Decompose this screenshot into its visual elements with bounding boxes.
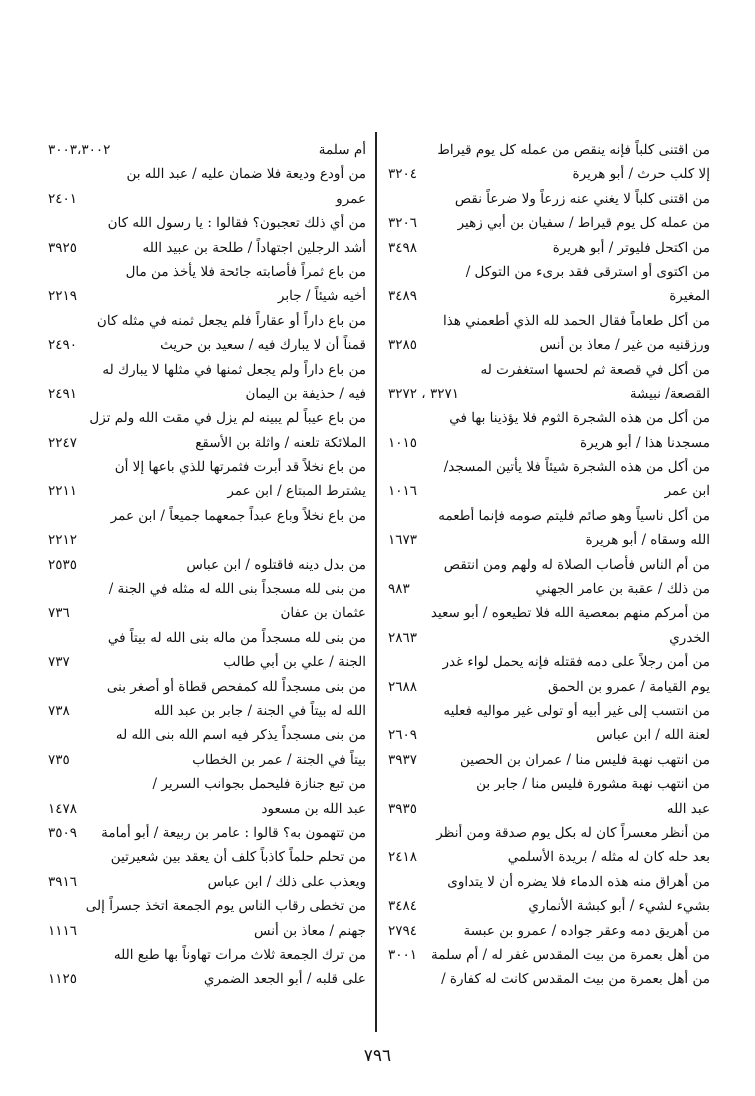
index-entry-line <box>48 772 366 796</box>
entry-text: من باع ثمراً فأصابته جائحة فلا يأخذ من مال <box>125 263 366 280</box>
entry-text: من أودع وديعة فلا ضمان عليه / عبد الله بن <box>126 166 366 183</box>
index-entry-line <box>388 406 710 430</box>
entry-text: من باع نخلاً وباع عبداً جمعهما جميعاً / ابن عمر <box>110 507 366 524</box>
entry-text: عثمان بن عفان <box>280 605 366 622</box>
entry-number: ٢٢٤٧ <box>48 434 78 451</box>
entry-text: من تتهمون به؟ قالوا : عامر بن ربيعة / أبو أمامة <box>101 824 366 841</box>
entry-text: قمناً أن لا يبارك فيه / سعيد بن حريث <box>160 337 366 354</box>
index-entry-line <box>48 358 366 382</box>
index-entry-line <box>388 138 710 162</box>
entry-text: من بنى مسجداً لله كمفحص قطاة أو أصغر بنى <box>106 678 366 695</box>
index-entry-line <box>48 431 366 455</box>
index-entry-line <box>48 943 366 967</box>
entry-number: ١٦٧٣ <box>388 532 418 549</box>
entry-number: ١٠١٥ <box>388 434 418 451</box>
index-entry-line <box>48 309 366 333</box>
index-entry-line <box>388 528 710 552</box>
entry-number: ٢٥٣٥ <box>48 556 78 573</box>
entry-text: الخدري <box>669 629 710 646</box>
index-entry-line <box>388 675 710 699</box>
left-column <box>48 138 366 992</box>
entry-text: عمرو <box>336 190 366 207</box>
index-entry-line <box>48 211 366 235</box>
index-entry-line <box>388 797 710 821</box>
entry-text: من أمن رجلاً على دمه فقتله فإنه يحمل لواء غدر <box>442 654 710 671</box>
entry-text: بيتاً في الجنة / عمر بن الخطاب <box>192 751 366 768</box>
entry-number: ٧٣٦ <box>48 605 70 622</box>
index-entry-line <box>48 577 366 601</box>
entry-text: من أنظر معسراً كان له بكل يوم صدقة ومن أنظر <box>436 824 710 841</box>
index-entry-line <box>48 748 366 772</box>
index-entry-line <box>48 919 366 943</box>
index-entry-line <box>48 162 366 186</box>
entry-text: يشترط المبتاع / ابن عمر <box>227 483 366 500</box>
index-entry-line <box>48 382 366 406</box>
index-entry-line <box>48 845 366 869</box>
entry-number: ١١١٦ <box>48 922 78 939</box>
entry-text: من ذلك / عقبة بن عامر الجهني <box>535 581 710 598</box>
entry-text: من أهريق دمه وعقر جواده / عمرو بن عبسة <box>463 922 710 939</box>
index-entry-line <box>388 455 710 479</box>
entry-text: لعنة الله / ابن عباس <box>596 727 710 744</box>
index-entry-line <box>48 138 366 162</box>
entry-text: القصعة/ نبيشة <box>629 385 710 402</box>
index-entry-line <box>48 187 366 211</box>
entry-text: من أهراق منه هذه الدماء فلا يضره أن لا يتداوى <box>447 873 710 890</box>
entry-number: ٣٤٩٨ <box>388 239 418 256</box>
entry-text: من انتهب نهبة مشورة فليس منا / جابر بن <box>476 776 710 793</box>
index-entry-line <box>388 187 710 211</box>
index-entry-line <box>48 650 366 674</box>
entry-number: ٣٢٠٦ <box>388 215 418 232</box>
entry-text: من أهل بعمرة من بيت المقدس كانت له كفارة / <box>441 971 710 988</box>
entry-text: ابن عمر <box>664 483 710 500</box>
index-entry-line <box>388 358 710 382</box>
entry-text: من أمركم منهم بمعصية الله فلا تطيعوه / أبو سعيد <box>430 605 710 622</box>
entry-number: ٣٤٨٤ <box>388 898 418 915</box>
entry-text: فيه / حذيفة بن اليمان <box>245 385 366 402</box>
entry-text: من عمله كل يوم قيراط / سفيان بن أبي زهير <box>457 215 710 232</box>
entry-text: من اكتوى أو استرقى فقد برىء من التوكل / <box>465 263 710 280</box>
index-entry-line <box>388 870 710 894</box>
entry-text: بعد حله كان له مثله / بريدة الأسلمي <box>507 849 710 866</box>
entry-number: ٢٤١٨ <box>388 849 418 866</box>
index-entry-line <box>48 699 366 723</box>
index-entry-line <box>388 894 710 918</box>
entry-text: من ترك الجمعة ثلاث مرات تهاوناً بها طبع الله <box>113 946 366 963</box>
index-entry-line <box>48 967 366 991</box>
entry-text: من باع عيباً لم يبينه لم يزل في مقت الله ولم تزل <box>89 410 366 427</box>
entry-number: ٣٢٨٥ <box>388 337 418 354</box>
entry-text: من بنى لله مسجداً من ماله بنى الله له بيتاً في <box>107 629 366 646</box>
entry-text: الله له بيتاً في الجنة / جابر بن عبد الله <box>153 702 366 719</box>
index-entry-line <box>388 162 710 186</box>
entry-text: من أكل من هذه الشجرة الثوم فلا يؤذينا بها في <box>449 410 710 427</box>
index-entry-line <box>48 260 366 284</box>
entry-number: ١١٢٥ <box>48 971 78 988</box>
index-entry-line <box>388 943 710 967</box>
entry-text: إلا كلب حرث / أبو هريرة <box>572 166 710 183</box>
entry-text: من انتهب نهبة فليس منا / عمران بن الحصين <box>459 751 710 768</box>
entry-number: ٣٩١٦ <box>48 873 78 890</box>
entry-text: من باع نخلاً قد أبرت فثمرتها للذي باعها إلا أن <box>114 459 366 476</box>
index-entry-line <box>48 723 366 747</box>
entry-text: عبد الله بن مسعود <box>261 800 366 817</box>
entry-text: المغيرة <box>669 288 710 305</box>
entry-number: ٢٦٨٨ <box>388 678 418 695</box>
entry-text: ورزقنيه من غير / معاذ بن أنس <box>539 337 710 354</box>
index-entry-line <box>48 333 366 357</box>
entry-text: من اقتنى كلباً لا يغني عنه زرعاً ولا ضرعاً نقص <box>454 190 710 207</box>
entry-text: من اقتنى كلباً فإنه ينقص من عمله كل يوم قيراط <box>437 142 710 158</box>
index-entry-line <box>388 211 710 235</box>
index-entry-line <box>48 626 366 650</box>
entry-text: بشيء لشيء / أبو كبشة الأنماري <box>528 898 710 915</box>
entry-text: من أم الناس فأصاب الصلاة له ولهم ومن انتقص <box>443 556 710 573</box>
entry-text: من باع داراً أو عقاراً فلم يجعل ثمنه في مثله كان <box>96 312 366 329</box>
index-entry-line <box>388 601 710 625</box>
index-entry-line <box>48 236 366 260</box>
index-entry-line <box>388 333 710 357</box>
entry-text: أم سلمة <box>318 142 366 158</box>
entry-number: ٢٤٠١ <box>48 190 78 207</box>
entry-number: ٢٢١١ <box>48 483 78 500</box>
entry-text: من تبع جنازة فليحمل بجوانب السرير / <box>152 776 366 793</box>
index-entry-line <box>388 772 710 796</box>
entry-text: الله وسقاه / أبو هريرة <box>585 532 710 549</box>
entry-text: من بنى مسجداً يذكر فيه اسم الله بنى الله له <box>115 727 366 744</box>
entry-number: ٢٢١٩ <box>48 288 78 305</box>
entry-text: من انتسب إلى غير أبيه أو تولى غير مواليه فعليه <box>443 702 710 719</box>
entry-text: من أكل من هذه الشجرة شيئاً فلا يأتين المسجد/ <box>443 459 710 476</box>
index-entry-line <box>388 260 710 284</box>
entry-number: ٣٩٣٥ <box>388 800 418 817</box>
entry-number: ٣٢٧١ ، ٣٢٧٢ <box>388 385 459 402</box>
index-entry-line <box>388 919 710 943</box>
entry-text: من أكل ناسياً وهو صائم فليتم صومه فإنما أطعمه <box>438 507 710 524</box>
index-entry-line <box>48 870 366 894</box>
index-entry-line <box>388 626 710 650</box>
entry-text: من بدل دينه فاقتلوه / ابن عباس <box>186 556 366 573</box>
entry-text: من أكل طعاماً فقال الحمد لله الذي أطعمني هذا <box>442 312 710 329</box>
entry-text: الملائكة تلعنه / واثلة بن الأسقع <box>195 434 366 451</box>
index-entry-line <box>388 845 710 869</box>
index-entry-line <box>48 601 366 625</box>
entry-number: ٣٩٢٥ <box>48 239 78 256</box>
index-entry-line <box>48 479 366 503</box>
entry-number: ٣٠٠١ <box>388 946 418 963</box>
column-divider <box>375 132 377 1032</box>
entry-number: ٣٥٠٩ <box>48 824 78 841</box>
entry-number: ٣٢٠٤ <box>388 166 418 183</box>
index-entry-line <box>388 382 710 406</box>
entry-number: ٩٨٣ <box>388 581 410 598</box>
entry-text: مسجدنا هذا / أبو هريرة <box>580 434 710 451</box>
index-entry-line <box>48 455 366 479</box>
index-entry-line <box>388 699 710 723</box>
entry-text: من اكتحل فليوتر / أبو هريرة <box>552 239 710 256</box>
index-entry-line <box>48 675 366 699</box>
index-entry-line <box>48 406 366 430</box>
index-entry-line <box>388 650 710 674</box>
entry-number: ٧٣٧ <box>48 654 70 671</box>
entry-number: ٣٠٠٣،٣٠٠٢ <box>48 142 111 158</box>
entry-text: أخيه شيئاً / جابر <box>277 288 366 305</box>
page-number: ٧٩٦ <box>363 1046 392 1066</box>
entry-number: ٣٩٣٧ <box>388 751 418 768</box>
entry-text: الجنة / علي بن أبي طالب <box>223 654 366 671</box>
index-entry-line <box>48 284 366 308</box>
entry-text: من أي ذلك تعجبون؟ فقالوا : يا رسول الله كان <box>107 215 366 232</box>
entry-number: ٢٦٠٩ <box>388 727 418 744</box>
entry-number: ٢٤٩١ <box>48 385 78 402</box>
entry-number: ١٠١٦ <box>388 483 418 500</box>
entry-text: من تحلم حلماً كاذباً كلف أن يعقد بين شعيرتين <box>110 849 366 866</box>
entry-number: ٢٢١٢ <box>48 532 78 549</box>
entry-text: يوم القيامة / عمرو بن الحمق <box>548 678 710 695</box>
entry-text: جهنم / معاذ بن أنس <box>254 922 366 939</box>
index-entry-line <box>48 821 366 845</box>
index-entry-line <box>48 894 366 918</box>
index-entry-line <box>48 553 366 577</box>
entry-number: ٢٧٩٤ <box>388 922 418 939</box>
entry-text: من أكل في قصعة ثم لحسها استغفرت له <box>480 361 710 378</box>
index-entry-line <box>388 479 710 503</box>
index-entry-line <box>388 431 710 455</box>
index-entry-line <box>388 504 710 528</box>
index-entry-line <box>48 504 366 528</box>
entry-text: من باع داراً ولم يجعل ثمنها في مثلها لا يبارك له <box>102 361 366 378</box>
entry-text: أشد الرجلين اجتهاداً / طلحة بن عبيد الله <box>142 239 366 256</box>
index-entry-line <box>388 553 710 577</box>
entry-text: على قلبه / أبو الجعد الضمري <box>203 971 366 988</box>
index-entry-line <box>388 577 710 601</box>
index-entry-line <box>48 797 366 821</box>
entry-text: من أهل بعمرة من بيت المقدس غفر له / أم سلمة <box>431 946 710 963</box>
index-entry-line <box>388 748 710 772</box>
entry-text: عبد الله <box>666 800 710 817</box>
entry-text: من بنى لله مسجداً بنى الله له مثله في الجنة / <box>108 581 366 598</box>
index-entry-line <box>388 309 710 333</box>
entry-number: ١٤٧٨ <box>48 800 78 817</box>
index-entry-line <box>388 967 710 991</box>
entry-number: ٢٨٦٣ <box>388 629 418 646</box>
entry-number: ٢٤٩٠ <box>48 337 78 354</box>
entry-number: ٧٣٨ <box>48 702 70 719</box>
index-entry-line <box>388 723 710 747</box>
entry-number: ٧٣٥ <box>48 751 70 768</box>
entry-number: ٣٤٨٩ <box>388 288 418 305</box>
entry-text: ويعذب على ذلك / ابن عباس <box>207 873 366 890</box>
index-entry-line <box>388 236 710 260</box>
index-entry-line <box>48 528 366 552</box>
right-column <box>388 138 710 992</box>
entry-text: من تخطى رقاب الناس يوم الجمعة اتخذ جسراً إلى <box>85 898 366 915</box>
index-entry-line <box>388 821 710 845</box>
index-entry-line <box>388 284 710 308</box>
